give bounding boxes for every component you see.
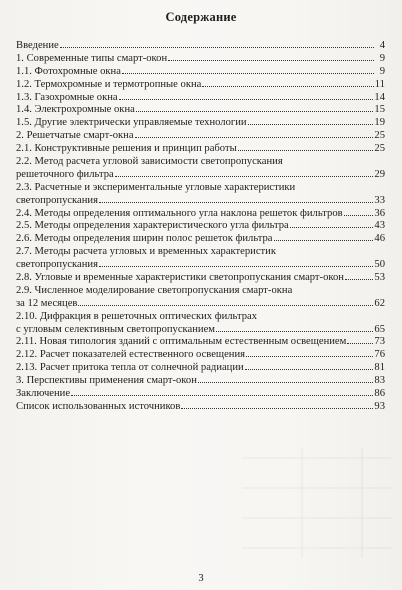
- toc-entry: [16, 92, 385, 105]
- dot-leader: [99, 265, 373, 267]
- toc-entry: [16, 117, 385, 130]
- toc-entry-page: 9: [379, 52, 385, 64]
- toc-entry-label: 2. Решетчатые смарт-окна: [16, 130, 134, 142]
- dot-leader: [168, 59, 374, 61]
- toc-entry-page: 19: [374, 117, 385, 129]
- bleed-through-shadow: [242, 448, 392, 558]
- toc-entry-page: 53: [374, 272, 385, 284]
- dot-leader: [119, 98, 374, 100]
- toc-entry-page: 33: [374, 194, 385, 206]
- page-title: Содержание: [165, 10, 237, 24]
- toc-entry-label: 2.2. Метод расчета угловой зависимости светопропускания: [16, 156, 283, 168]
- toc-entry-page: 43: [374, 220, 385, 232]
- toc-entry: [16, 220, 385, 233]
- toc-entry-page: 29: [374, 168, 385, 180]
- dot-leader: [135, 136, 374, 138]
- dot-leader: [248, 123, 374, 125]
- toc-entry-label: 1.3. Газохромные окна: [16, 91, 118, 103]
- toc-entry-page: 93: [374, 400, 385, 412]
- toc-entry-label: 1.5. Другие электрически управляемые технологии: [16, 117, 247, 129]
- toc-entry: [16, 40, 385, 53]
- toc-entry: [16, 272, 385, 285]
- toc-entry: [16, 104, 385, 117]
- table-of-contents: [16, 40, 385, 414]
- dot-leader: [245, 368, 374, 370]
- toc-entry-label: за 12 месяцев: [16, 297, 78, 309]
- toc-entry-label: 1.4. Электрохромные окна: [16, 104, 135, 116]
- toc-entry-page: 25: [374, 130, 385, 142]
- toc-entry: [16, 66, 385, 79]
- toc-entry-label: 2.3. Расчетные и экспериментальные угловые характеристики: [16, 181, 296, 193]
- toc-entry: [16, 195, 385, 208]
- toc-entry-page: 76: [374, 349, 385, 361]
- toc-entry-page: 46: [374, 233, 385, 245]
- toc-entry-label: светопропускания: [16, 259, 98, 271]
- toc-entry: [16, 156, 385, 169]
- dot-leader: [202, 85, 373, 87]
- dot-leader: [99, 201, 373, 203]
- toc-entry: [16, 311, 385, 324]
- toc-entry-label: 2.10. Дифракция в решеточных оптических фильтрах: [16, 310, 258, 322]
- dot-leader: [216, 330, 373, 332]
- toc-entry-label: 1.2. Термохромные и термотропные окна: [16, 78, 202, 90]
- toc-entry-page: 36: [374, 207, 385, 219]
- toc-entry: [16, 388, 385, 401]
- toc-entry-label: 1.1. Фотохромные окна: [16, 65, 121, 77]
- toc-entry-label: 2.6. Методы определения ширин полос решеток фильтра: [16, 233, 273, 245]
- toc-entry: [16, 130, 385, 143]
- toc-entry: [16, 53, 385, 66]
- dot-leader: [122, 72, 374, 74]
- toc-entry-label: 2.8. Угловые и временные характеристики светопропускания смарт-окон: [16, 272, 344, 284]
- toc-entry: [16, 375, 385, 388]
- toc-entry-page: 4: [379, 40, 385, 51]
- dot-leader: [345, 278, 373, 280]
- toc-entry-label: 2.13. Расчет притока тепла от солнечной радиации: [16, 362, 244, 374]
- dot-leader: [181, 407, 373, 409]
- toc-entry-page: 83: [374, 375, 385, 387]
- toc-entry-page: 11: [374, 78, 385, 90]
- toc-entry-page: 9: [379, 65, 385, 77]
- dot-leader: [78, 304, 373, 306]
- toc-entry-label: с угловым селективным светопропусканием: [16, 323, 215, 335]
- toc-entry-label: Заключение: [16, 388, 71, 400]
- toc-entry-label: светопропускания: [16, 194, 98, 206]
- toc-entry-label: 2.1. Конструктивные решения и принцип работы: [16, 143, 237, 155]
- toc-entry-page: 81: [374, 362, 385, 374]
- toc-entry: [16, 79, 385, 92]
- page-number: 3: [198, 573, 204, 584]
- toc-entry: [16, 285, 385, 298]
- toc-entry: [16, 362, 385, 375]
- toc-entry-page: 73: [374, 336, 385, 348]
- toc-entry-label: 2.4. Методы определения оптимального угла наклона решеток фильтров: [16, 207, 343, 219]
- toc-entry-label: решеточного фильтра: [16, 168, 114, 180]
- toc-entry: [16, 401, 385, 414]
- toc-entry-label: 2.5. Методы определения характеристического угла фильтра: [16, 220, 289, 232]
- toc-entry-page: 65: [374, 323, 385, 335]
- toc-entry-label: 2.12. Расчет показателей естественного освещения: [16, 349, 246, 361]
- dot-leader: [274, 239, 374, 241]
- toc-entry: [16, 182, 385, 195]
- toc-entry: [16, 349, 385, 362]
- dot-leader: [344, 214, 374, 216]
- toc-entry-page: 50: [374, 259, 385, 271]
- toc-entry-page: 25: [374, 143, 385, 155]
- dot-leader: [238, 149, 374, 151]
- toc-entry: [16, 208, 385, 221]
- toc-entry: [16, 233, 385, 246]
- toc-entry-label: 2.9. Численное моделирование светопропускания смарт-окна: [16, 284, 293, 296]
- toc-entry: [16, 143, 385, 156]
- toc-entry: [16, 259, 385, 272]
- toc-entry: [16, 324, 385, 337]
- toc-entry-label: Введение: [16, 40, 59, 51]
- toc-entry-label: 2.7. Методы расчета угловых и временных характеристик: [16, 246, 276, 258]
- toc-entry-label: 2.11. Новая типология зданий с оптимальным естественным освещением: [16, 336, 347, 348]
- toc-entry-page: 15: [374, 104, 385, 116]
- toc-entry-label: 1. Современные типы смарт-окон: [16, 52, 168, 64]
- toc-entry: [16, 336, 385, 349]
- toc-entry-page: 62: [374, 297, 385, 309]
- dot-leader: [136, 110, 374, 112]
- dot-leader: [60, 46, 374, 48]
- dot-leader: [71, 394, 373, 396]
- toc-entry-page: 14: [374, 91, 385, 103]
- toc-entry: [16, 298, 385, 311]
- toc-entry: [16, 169, 385, 182]
- dot-leader: [198, 381, 374, 383]
- dot-leader: [290, 226, 374, 228]
- dot-leader: [347, 342, 373, 344]
- toc-entry-page: 86: [374, 388, 385, 400]
- dot-leader: [246, 355, 373, 357]
- toc-entry-label: Список использованных источников: [16, 400, 181, 412]
- dot-leader: [115, 175, 374, 177]
- toc-entry: [16, 246, 385, 259]
- toc-entry-label: 3. Перспективы применения смарт-окон: [16, 375, 197, 387]
